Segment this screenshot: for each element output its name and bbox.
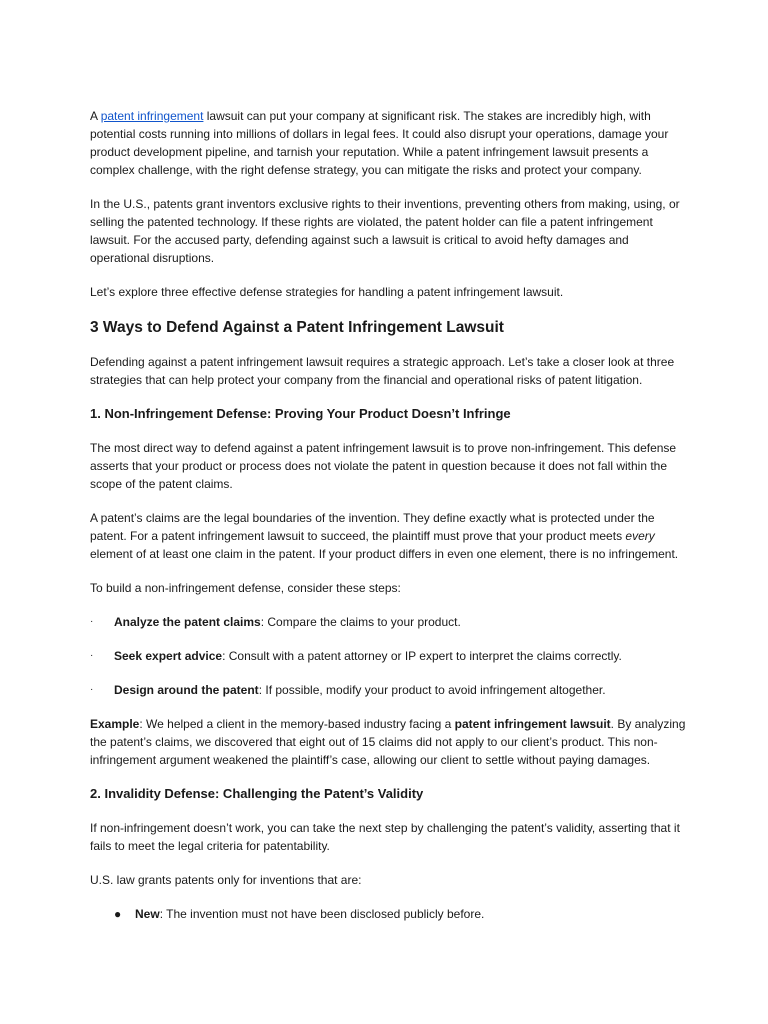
document-page [90,107,690,923]
subsection-2-heading: 2. Invalidity Defense: Challenging the Patent’s Validity [90,786,424,801]
list-item: · Design around the patent: If possible, modify your product to avoid infringement altogether. [90,683,606,697]
intro-paragraph-3: Let’s explore three effective defense strategies for handling a patent infringement lawsuit. [90,285,564,299]
list-item: · Seek expert advice: Consult with a patent attorney or IP expert to interpret the claims correctly. [90,649,622,663]
criteria-list [90,905,690,923]
intro-paragraph-1: A patent infringement lawsuit can put your company at significant risk. The stakes are incredibly high, with potential costs running into millions of dollars in legal fees. It could also disrupt your operations, damage your product development pipeline, and tarnish your reputation. While a patent infringement lawsuit presents a complex challenge, with the right defense strategy, you can mitigate the risks and protect your company. [90,109,669,177]
list-item: ● New: The invention must not have been disclosed publicly before. [114,907,485,921]
section-intro-paragraph: Defending against a patent infringement lawsuit requires a strategic approach. Let’s take a closer look at three strategies that can help protect your company from the financial and operational risks of patent litigation. [90,355,675,387]
subsection-2-paragraph-1: If non-infringement doesn’t work, you can take the next step by challenging the patent’s validity, asserting that it fails to meet the legal criteria for patentability. [90,821,680,853]
steps-list [90,613,690,699]
bullet-icon: ● [114,907,122,921]
intro-paragraph-2: In the U.S., patents grant inventors exclusive rights to their inventions, preventing others from making, using, or selling the patented technology. If these rights are violated, the patent holder can file a patent infringement lawsuit. For the accused party, defending against such a lawsuit is critical to avoid hefty damages and operational disruptions. [90,197,680,265]
subsection-2-paragraph-2: U.S. law grants patents only for inventions that are: [90,873,362,887]
subsection-1-paragraph-1: The most direct way to defend against a patent infringement lawsuit is to prove non-infringement. This defense asserts that your product or process does not violate the patent in question because it does not fall within the scope of the patent claims. [90,441,677,491]
bullet-icon: · [90,684,94,695]
list-item: · Analyze the patent claims: Compare the claims to your product. [90,615,461,629]
bullet-icon: · [90,650,94,661]
subsection-1-paragraph-3: To build a non-infringement defense, consider these steps: [90,581,401,595]
patent-infringement-link[interactable]: patent infringement [100,109,204,123]
subsection-1-paragraph-2: A patent’s claims are the legal boundaries of the invention. They define exactly what is protected under the patent. For a patent infringement lawsuit to succeed, the plaintiff must prove that your product meets every element of at least one claim in the patent. If your product differs in even one element, there is no infringement. [90,511,679,561]
subsection-1-heading: 1. Non-Infringement Defense: Proving Your Product Doesn’t Infringe [90,406,511,421]
example-paragraph: Example: We helped a client in the memory-based industry facing a patent infringement lawsuit. By analyzing the patent’s claims, we discovered that eight out of 15 claims did not apply to our client’s product. This non-infringement argument weakened the plaintiff’s case, allowing our client to settle without paying damages. [90,717,686,767]
section-heading: 3 Ways to Defend Against a Patent Infringement Lawsuit [90,319,504,336]
bullet-icon: · [90,616,94,627]
